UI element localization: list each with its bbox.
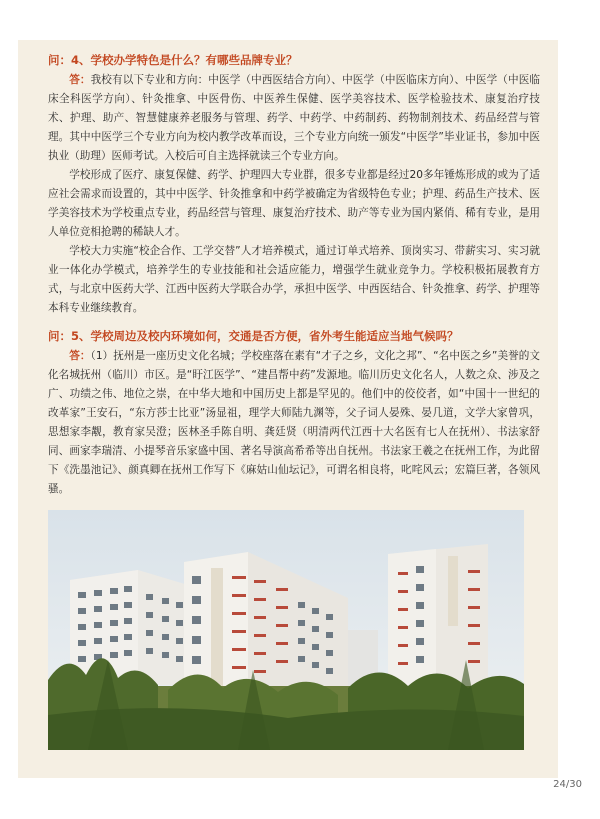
answer-label: 答： — [69, 350, 91, 362]
answer-5-paragraph-1 — [48, 347, 540, 499]
answer-5-text-1: （1）抚州是一座历史文化名城；学校座落在素有“才子之乡，文化之邦”、“名中医之乡”美誉的文化名城抚州（临川）市区。是“盱江医学”、“建昌帮中药”发源地。临川历史文化名人，人数之众、涉及之广、功绩之伟、地位之崇，在中华大地和中国历史上都是罕见的。他们中的佼佼者，如“中国十一世纪的改革家”王安石，“东方莎士比亚”汤显祖，理学大师陆九渊等，父子词人晏殊、晏几道，文学大家曾巩，思想家李觏，教育家吴澄；医林圣手陈自明、龚廷贤（明清两代江西十大名医有七人在抚州）、书法家舒同、画家李瑞清、小提琴音乐家盛中国、著名导演高希希等出自抚州。书法家王羲之在抚州工作，为此留下《洗墨池记》、颜真卿在抚州工作写下《麻姑山仙坛记》，可谓名相良将，叱咤风云；宏篇巨著，各领风骚。 — [48, 350, 541, 495]
campus-photo-illustration — [48, 510, 524, 750]
building-left — [70, 570, 188, 685]
question-5-heading: 问：5、学校周边及校内环境如何，交通是否方便，省外考生能适应当地气候吗？ — [48, 329, 459, 343]
answer-4-paragraph-2: 学校形成了医疗、康复保健、药学、护理四大专业群，很多专业都是经过20多年锤炼形成的或为了适应社会需求而设置的，其中中医学、针灸推拿和中药学被确定为省级特色专业；护理、药品生产技术、医学美容技术为学校重点专业，药品经营与管理、康复治疗技术、助产等专业为国内紧俏、稀有专业，是用人单位竞相抢聘的稀缺人才。 — [48, 169, 540, 238]
answer-label: 答： — [69, 74, 91, 86]
answer-4-paragraph-1 — [48, 71, 540, 166]
answer-4-text-1: 我校有以下专业和方向：中医学（中西医结合方向）、中医学（中医临床方向）、中医学（中医临床全科医学方向）、针灸推拿、中医骨伤、中医养生保健、医学美容技术、医学检验技术、康复治疗技术、护理、助产、智慧健康养老服务与管理、药学、中药学、中药制药、药物制剂技术、药品经营与管理。其中中医学三个专业方向为校内教学改革而设，三个专业方向统一颁发“中医学”毕业证书，参加中医执业（助理）医师考试。入校后可自主选择就读三个专业方向。 — [48, 74, 540, 162]
campus-dormitory-photo — [48, 510, 524, 750]
answer-4-paragraph-3: 学校大力实施“校企合作、工学交替”人才培养模式，通过订单式培养、顶岗实习、带薪实习、实习就业一体化办学模式，培养学生的专业技能和社会适应能力，增强学生就业竞争力。学校积极拓展教育方式，与北京中医药大学、江西中医药大学联合办学，承担中医学、中西医结合、针灸推拿、药学、护理等本科专业继续教育。 — [48, 245, 540, 314]
building-right — [388, 544, 488, 688]
document-page — [18, 40, 558, 778]
page-number: 24/30 — [553, 779, 582, 790]
question-4-heading: 问：4、学校办学特色是什么？有哪些品牌专业？ — [48, 53, 298, 67]
section-gap — [48, 318, 540, 326]
page-content — [48, 50, 540, 499]
